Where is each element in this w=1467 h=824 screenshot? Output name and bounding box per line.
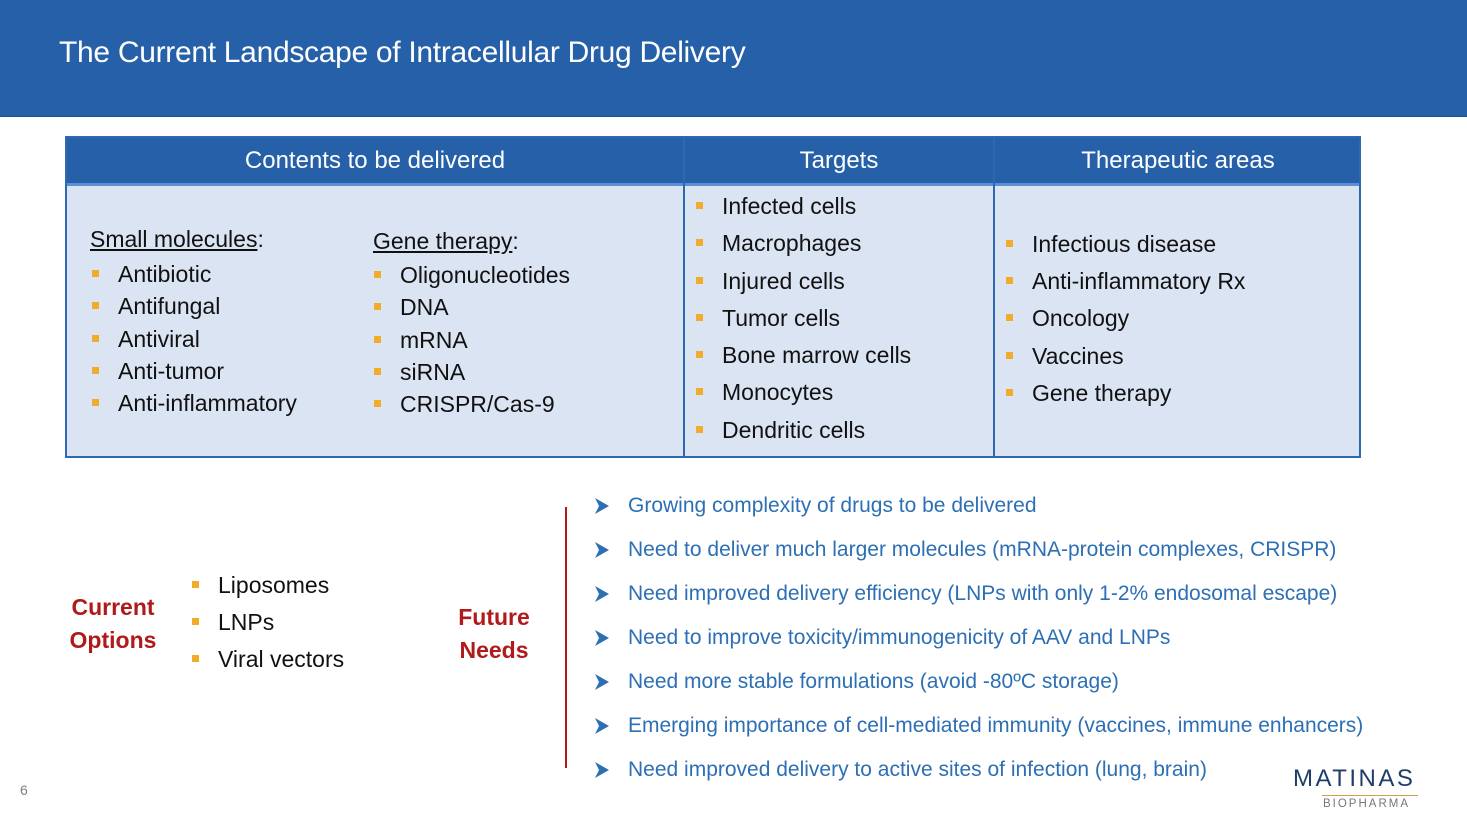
list-item: Dendritic cells xyxy=(694,412,911,449)
arrow-bullet-icon xyxy=(595,718,609,734)
list-item: Tumor cells xyxy=(694,300,911,337)
list-item: Anti-inflammatory Rx xyxy=(1004,263,1245,300)
list-item: Infectious disease xyxy=(1004,226,1245,263)
column-divider xyxy=(683,138,685,456)
column-divider xyxy=(993,138,995,456)
targets-list xyxy=(694,188,911,449)
page-number: 6 xyxy=(20,782,28,798)
list-item: Vaccines xyxy=(1004,338,1245,375)
table-header-row xyxy=(67,138,1359,186)
list-item: Liposomes xyxy=(190,567,344,604)
list-item: Need to deliver much larger molecules (mRNA-protein complexes, CRISPR) xyxy=(593,528,1363,572)
list-item: Antibiotic xyxy=(90,258,297,290)
list-item: LNPs xyxy=(190,604,344,641)
list-item: Oncology xyxy=(1004,300,1245,337)
future-needs-label: Future Needs xyxy=(458,604,530,663)
list-item: Antifungal xyxy=(90,290,297,322)
slide-title: The Current Landscape of Intracellular Drug Delivery xyxy=(59,36,746,69)
arrow-bullet-icon xyxy=(595,762,609,778)
landscape-table xyxy=(65,136,1361,458)
list-item: Monocytes xyxy=(694,374,911,411)
current-options-label: Current Options xyxy=(69,594,157,653)
small-molecules-list xyxy=(90,258,297,419)
list-item: Bone marrow cells xyxy=(694,337,911,374)
arrow-bullet-icon xyxy=(595,630,609,646)
list-item: Antiviral xyxy=(90,323,297,355)
future-needs-list xyxy=(593,484,1363,792)
list-item: Need improved delivery to active sites of infection (lung, brain) xyxy=(593,748,1363,792)
therapeutic-areas-list xyxy=(1004,226,1245,412)
list-item: Injured cells xyxy=(694,263,911,300)
list-item: DNA xyxy=(372,291,570,323)
list-item: Viral vectors xyxy=(190,641,344,678)
list-item: siRNA xyxy=(372,356,570,388)
current-options-list xyxy=(190,567,344,678)
column-header-targets: Targets xyxy=(799,147,879,174)
list-item: Macrophages xyxy=(694,225,911,262)
logo-subtitle: BIOPHARMA xyxy=(1323,798,1411,810)
list-item: Infected cells xyxy=(694,188,911,225)
logo-rule xyxy=(1322,795,1418,796)
arrow-bullet-icon xyxy=(595,674,609,690)
gene-therapy-list xyxy=(372,259,570,420)
column-header-contents: Contents to be delivered xyxy=(244,147,506,174)
list-item: Oligonucleotides xyxy=(372,259,570,291)
list-item: Emerging importance of cell-mediated immunity (vaccines, immune enhancers) xyxy=(593,704,1363,748)
section-divider xyxy=(565,507,567,768)
arrow-bullet-icon xyxy=(595,586,609,602)
list-item: mRNA xyxy=(372,324,570,356)
list-item: CRISPR/Cas-9 xyxy=(372,388,570,420)
list-item: Anti-tumor xyxy=(90,355,297,387)
list-item: Need improved delivery efficiency (LNPs with only 1-2% endosomal escape) xyxy=(593,572,1363,616)
list-item: Growing complexity of drugs to be delivered xyxy=(593,484,1363,528)
small-molecules-heading: Small molecules: xyxy=(90,226,264,252)
list-item: Anti-inflammatory xyxy=(90,387,297,419)
arrow-bullet-icon xyxy=(595,542,609,558)
company-logo xyxy=(1288,765,1448,815)
title-bar xyxy=(0,0,1467,117)
gene-therapy-heading: Gene therapy: xyxy=(373,228,519,254)
list-item: Need to improve toxicity/immunogenicity of AAV and LNPs xyxy=(593,616,1363,660)
list-item: Gene therapy xyxy=(1004,375,1245,412)
list-item: Need more stable formulations (avoid -80ºC storage) xyxy=(593,660,1363,704)
logo-wordmark: MATINAS xyxy=(1293,765,1416,792)
arrow-bullet-icon xyxy=(595,498,609,514)
column-header-therapeutic-areas: Therapeutic areas xyxy=(1081,147,1275,174)
